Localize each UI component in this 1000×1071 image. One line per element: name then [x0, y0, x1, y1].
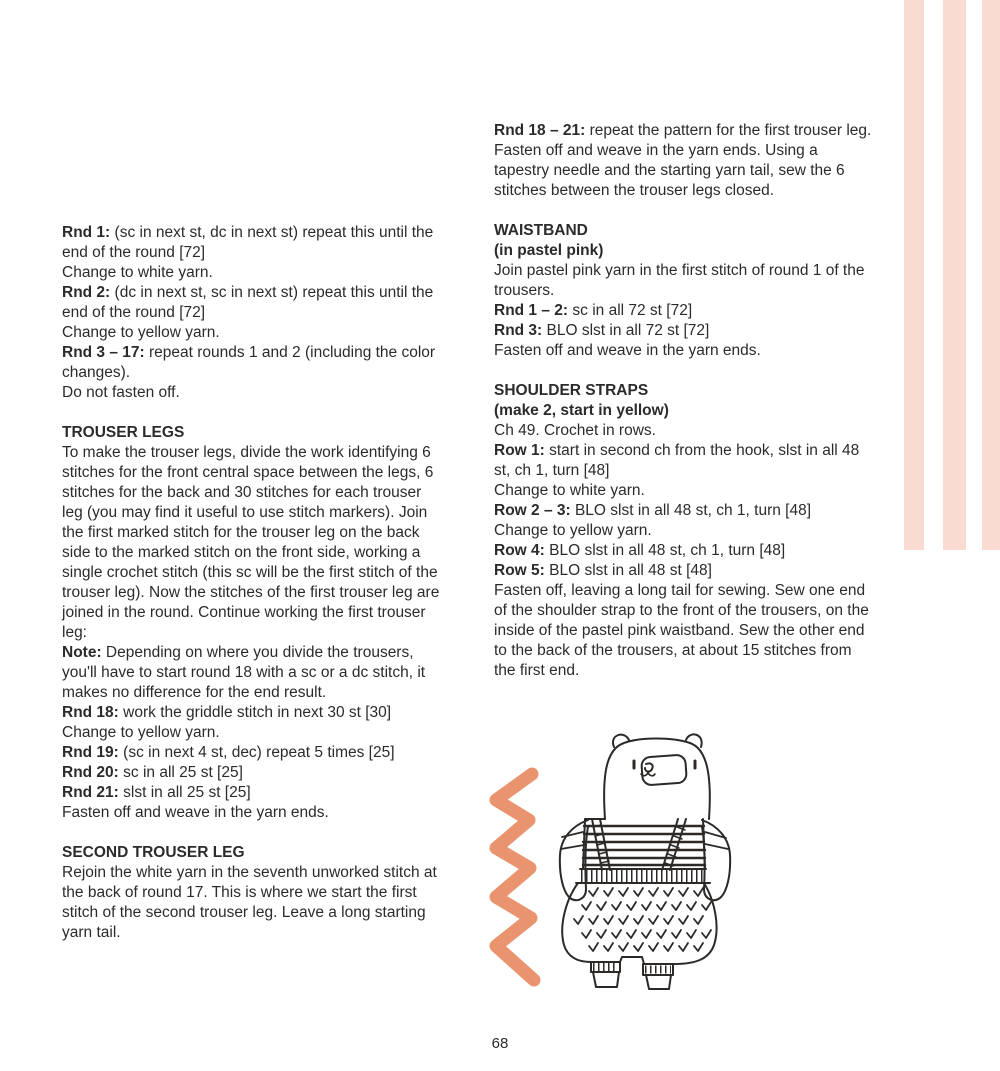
stitch-v-mark: [679, 943, 688, 951]
bold-lead-in: Rnd 19:: [62, 744, 124, 761]
zigzag-squiggle-icon: [482, 765, 546, 989]
bold-lead-in: Row 2 – 3:: [494, 502, 575, 519]
pattern-line: [62, 783, 442, 803]
section-heading: [62, 843, 442, 863]
stitch-v-mark: [619, 888, 628, 896]
stitch-v-mark: [597, 902, 606, 910]
pattern-line: [494, 421, 874, 441]
body-text: Change to white yarn.: [494, 482, 645, 499]
stitch-v-mark: [664, 888, 673, 896]
stitch-v-mark: [604, 888, 613, 896]
body-text: sc in all 72 st [72]: [572, 302, 693, 319]
bold-lead-in: (make 2, start in yellow): [494, 402, 669, 419]
corner-stripe-bar: [982, 0, 1000, 550]
section-heading: [62, 423, 442, 443]
pattern-line: [62, 803, 442, 823]
body-text: BLO slst in all 72 st [72]: [546, 322, 710, 339]
bear-in-strap-trousers-illustration: [548, 731, 738, 993]
stitch-v-mark: [642, 902, 651, 910]
body-text: BLO slst in all 48 st, ch 1, turn [48]: [574, 502, 812, 519]
stitch-v-mark: [649, 888, 658, 896]
bold-lead-in: SHOULDER STRAPS: [494, 382, 649, 399]
section-heading: [494, 221, 874, 241]
stitch-v-mark: [589, 943, 598, 951]
stitch-v-mark: [657, 930, 666, 938]
pattern-line: [494, 521, 874, 541]
body-text: repeat rounds 1 and 2 (including the color changes).: [62, 344, 436, 381]
body-text: repeat the pattern for the first trouser leg.: [589, 122, 872, 139]
body-text: slst in all 25 st [25]: [123, 784, 251, 801]
pattern-line: [62, 743, 442, 763]
corner-stripe-bar: [904, 0, 924, 550]
bold-lead-in: Row 1:: [494, 442, 550, 459]
bold-lead-in: Rnd 1 – 2:: [494, 302, 573, 319]
stitch-v-mark: [694, 916, 703, 924]
pattern-line: [494, 301, 874, 321]
body-text: Change to yellow yarn.: [494, 522, 652, 539]
pattern-line: [494, 121, 874, 141]
stitch-v-mark: [612, 930, 621, 938]
body-text: (dc in next st, sc in next st) repeat this until the end of the round [72]: [62, 284, 434, 321]
pattern-line: [62, 723, 442, 743]
pattern-line: [494, 581, 874, 681]
stitch-v-mark: [634, 888, 643, 896]
stitch-v-mark: [649, 943, 658, 951]
body-text: start in second ch from the hook, slst in all 48 st, ch 1, turn [48]: [494, 442, 860, 479]
stitch-v-mark: [642, 930, 651, 938]
pattern-line: [494, 341, 874, 361]
pattern-line: [494, 321, 874, 341]
pattern-line: [62, 383, 442, 403]
body-text: sc in all 25 st [25]: [123, 764, 243, 781]
bold-lead-in: Note:: [62, 644, 106, 661]
pattern-line: [62, 763, 442, 783]
body-text: Fasten off and weave in the yarn ends.: [494, 342, 761, 359]
stitch-v-mark: [604, 916, 613, 924]
stitch-v-mark: [679, 916, 688, 924]
stitch-v-mark: [589, 888, 598, 896]
stitch-v-mark: [619, 916, 628, 924]
body-text: Change to white yarn.: [62, 264, 213, 281]
pattern-line: [494, 481, 874, 501]
body-text: BLO slst in all 48 st, ch 1, turn [48]: [549, 542, 786, 559]
bold-lead-in: Rnd 20:: [62, 764, 124, 781]
pattern-line: [494, 501, 874, 521]
pattern-line: [62, 223, 442, 263]
bold-lead-in: Rnd 21:: [62, 784, 124, 801]
bold-lead-in: Rnd 18 – 21:: [494, 122, 590, 139]
stitch-v-mark: [597, 930, 606, 938]
page-number: 68: [491, 1035, 509, 1052]
stitch-v-mark: [627, 902, 636, 910]
bold-lead-in: WAISTBAND: [494, 222, 588, 239]
left-text-column: [62, 223, 442, 943]
stitch-v-mark: [589, 916, 598, 924]
body-text: Fasten off and weave in the yarn ends.: [62, 804, 329, 821]
stitch-v-mark: [574, 916, 583, 924]
pattern-line: [494, 141, 874, 201]
stitch-v-mark: [694, 943, 703, 951]
stitch-v-mark: [687, 902, 696, 910]
stitch-v-mark: [627, 930, 636, 938]
stitch-v-mark: [702, 930, 711, 938]
pattern-line: [62, 643, 442, 703]
pattern-line: [62, 443, 442, 643]
pattern-line: [62, 343, 442, 383]
section-heading: [494, 401, 874, 421]
pattern-line: [62, 703, 442, 723]
stitch-v-mark: [664, 943, 673, 951]
pattern-line: [494, 441, 874, 481]
pattern-line: [62, 263, 442, 283]
stitch-v-mark: [634, 943, 643, 951]
stitch-v-mark: [604, 943, 613, 951]
bold-lead-in: Rnd 3 – 17:: [62, 344, 149, 361]
stitch-v-mark: [619, 943, 628, 951]
pattern-line: [62, 283, 442, 323]
stitch-v-mark: [634, 916, 643, 924]
stitch-v-mark: [672, 930, 681, 938]
body-text: To make the trouser legs, divide the work identifying 6 stitches for the front central space between the legs, 6 stitches for the back and 30 stitches for each trouser leg (you may find it useful to use stitch markers). Join the first marked stitch for the trouser leg on the back side to the marked stitch on the front side, working a single crochet stitch (this sc will be the first stitch of the trouser leg). Now the stitches of the first trouser leg are joined in the round. Continue working the first trouser leg:: [62, 444, 440, 641]
pattern-line: [494, 541, 874, 561]
body-text: Rejoin the white yarn in the seventh unworked stitch at the back of round 17. This is where we start the first stitch of the second trouser leg. Leave a long starting yarn tail.: [62, 864, 437, 941]
stitch-v-mark: [694, 888, 703, 896]
body-text: Change to yellow yarn.: [62, 324, 220, 341]
bold-lead-in: Rnd 18:: [62, 704, 124, 721]
bold-lead-in: Rnd 2:: [62, 284, 115, 301]
body-text: BLO slst in all 48 st [48]: [549, 562, 712, 579]
right-text-column: [494, 121, 874, 681]
stitch-v-mark: [672, 902, 681, 910]
stitch-v-mark: [679, 888, 688, 896]
bold-lead-in: Row 4:: [494, 542, 550, 559]
stitch-v-mark: [649, 916, 658, 924]
stitch-v-mark: [687, 930, 696, 938]
bear-head: [604, 739, 710, 820]
bear-muzzle: [641, 754, 687, 785]
stitch-v-mark: [657, 902, 666, 910]
bold-lead-in: (in pastel pink): [494, 242, 604, 259]
stitch-v-mark: [612, 902, 621, 910]
pattern-line: [62, 863, 442, 943]
body-text: Fasten off and weave in the yarn ends. Using a tapestry needle and the starting yarn tail, sew the 6 stitches between the trouser legs closed.: [494, 142, 845, 199]
pattern-line: [62, 323, 442, 343]
body-text: Do not fasten off.: [62, 384, 180, 401]
stitch-v-mark: [702, 902, 711, 910]
bold-lead-in: SECOND TROUSER LEG: [62, 844, 245, 861]
body-text: Depending on where you divide the trousers, you'll have to start round 18 with a sc or a dc stitch, it makes no difference for the end result.: [62, 644, 426, 701]
bold-lead-in: TROUSER LEGS: [62, 424, 185, 441]
section-heading: [494, 241, 874, 261]
section-heading: [494, 381, 874, 401]
bear-nose: [645, 763, 653, 771]
body-text: Ch 49. Crochet in rows.: [494, 422, 656, 439]
body-text: work the griddle stitch in next 30 st [30]: [123, 704, 392, 721]
body-text: (sc in next 4 st, dec) repeat 5 times [25]: [123, 744, 395, 761]
stitch-v-mark: [664, 916, 673, 924]
stitch-v-mark: [582, 930, 591, 938]
corner-stripe-bar: [943, 0, 966, 550]
body-text: Join pastel pink yarn in the first stitch of round 1 of the trousers.: [494, 262, 865, 299]
stitch-v-mark: [582, 902, 591, 910]
bold-lead-in: Rnd 3:: [494, 322, 547, 339]
pattern-line: [494, 261, 874, 301]
body-text: Fasten off, leaving a long tail for sewing. Sew one end of the shoulder strap to the front of the trousers, on the inside of the pastel pink waistband. Sew the other end to the back of the trousers, at about 15 stitches from the first end.: [494, 582, 869, 679]
bold-lead-in: Row 5:: [494, 562, 550, 579]
bold-lead-in: Rnd 1:: [62, 224, 115, 241]
pattern-line: [494, 561, 874, 581]
body-text: (sc in next st, dc in next st) repeat this until the end of the round [72]: [62, 224, 434, 261]
body-text: Change to yellow yarn.: [62, 724, 220, 741]
